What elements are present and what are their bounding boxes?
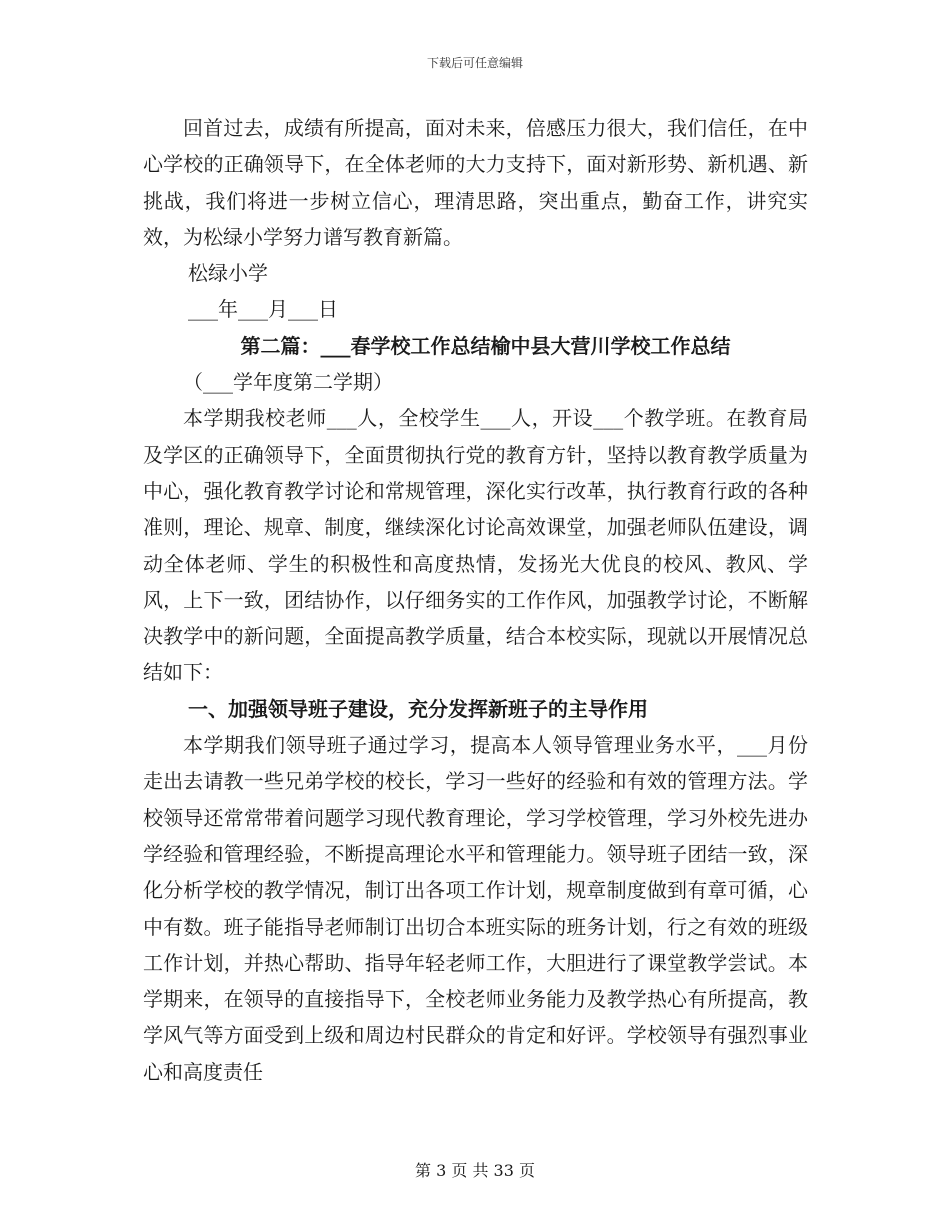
leadership-paragraph: 本学期我们领导班子通过学习，提高本人领导管理业务水平，___月份走出去请教一些兄弟学校的校长，学习一些好的经验和有效的管理方法。学校领导还常常带着问题学习现代教育理论，学习学校管理，学习外校先进办学经验和管理经验，不断提高理论水平和管理能力。领导班子团结一致，深化分析学校的教学情况，制订出各项工作计划，规章制度做到有章可循，心中有数。班子能指导老师制订出切合本班实际的班务计划，行之有效的班级工作计划，并热心帮助、指导年轻老师工作，大胆进行了课堂教学尝试。本学期来，在领导的直接指导下，全校老师业务能力及教学热心有所提高，教学风气等方面受到上级和周边村民群众的肯定和好评。学校领导有强烈事业心和高度责任 (143, 733, 808, 1084)
intro-paragraph: 本学期我校老师___人，全校学生___人，开设___个教学班。在教育局及学区的正确领导下，全面贯彻执行党的教育方针，坚持以教育教学质量为中心，强化教育教学讨论和常规管理，深化实行改革，执行教育行政的各种准则，理论、规章、制度，继续深化讨论高效课堂，加强老师队伍建设，调动全体老师、学生的积极性和高度热情，发扬光大优良的校风、教风、学风，上下一致，团结协作，以仔细务实的工作作风，加强教学讨论，不断解决教学中的新问题，全面提高教学质量，结合本校实际，现就以开展情况总结如下： (143, 406, 808, 685)
page-footer-number: 第 3 页 共 33 页 (415, 1161, 535, 1180)
section-title: 第二篇：___春学校工作总结榆中县大营川学校工作总结 (240, 333, 731, 358)
closing-paragraph: 回首过去，成绩有所提高，面对未来，倍感压力很大，我们信任，在中心学校的正确领导下，在全体老师的大力支持下，面对新形势、新机遇、新挑战，我们将进一步树立信心，理清思路，突出重点，勤奋工作，讲究实效，为松绿小学努力谱写教育新篇。 (143, 116, 808, 249)
page-header-note: 下载后可任意编辑 (426, 56, 523, 70)
heading-leadership: 一、加强领导班子建设，充分发挥新班子的主导作用 (188, 696, 648, 721)
document-body (143, 110, 808, 1090)
signature-school: 松绿小学 (188, 261, 268, 286)
semester-subtitle: （___学年度第二学期） (183, 370, 393, 395)
signature-date: ___年___月___日 (188, 297, 338, 322)
